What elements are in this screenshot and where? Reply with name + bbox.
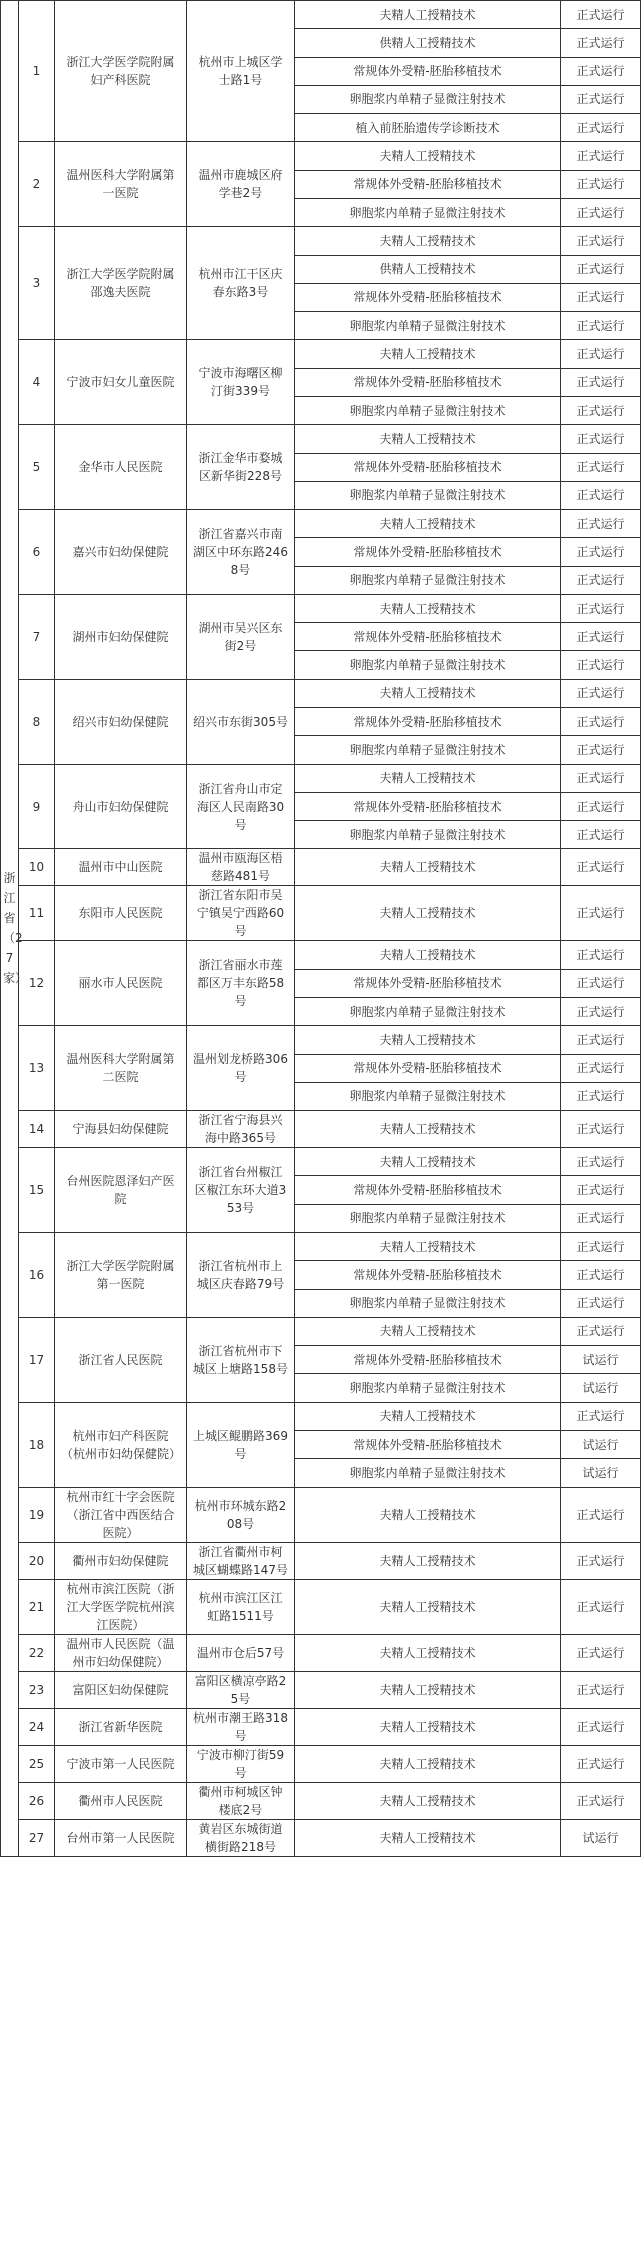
status-cell: 正式运行 [561, 736, 641, 764]
hospital-address: 浙江省舟山市定海区人民南路30号 [187, 764, 295, 849]
technology-cell: 常规体外受精-胚胎移植技术 [295, 170, 561, 198]
status-cell: 正式运行 [561, 85, 641, 113]
technology-cell: 夫精人工授精技术 [295, 510, 561, 538]
technology-cell: 夫精人工授精技术 [295, 1232, 561, 1260]
technology-cell: 夫精人工授精技术 [295, 1111, 561, 1148]
technology-cell: 卵胞浆内单精子显微注射技术 [295, 566, 561, 594]
hospital-address: 杭州市潮王路318号 [187, 1708, 295, 1745]
hospital-number: 18 [19, 1402, 55, 1487]
province-cell: 浙江省（27家） [1, 1, 19, 1857]
status-cell: 正式运行 [561, 255, 641, 283]
technology-cell: 常规体外受精-胚胎移植技术 [295, 708, 561, 736]
status-cell: 正式运行 [561, 227, 641, 255]
status-cell: 正式运行 [561, 1782, 641, 1819]
hospital-name: 绍兴市妇幼保健院 [55, 679, 187, 764]
hospital-number: 10 [19, 849, 55, 886]
status-cell: 正式运行 [561, 1204, 641, 1232]
hospital-name: 温州医科大学附属第一医院 [55, 142, 187, 227]
status-cell: 正式运行 [561, 969, 641, 997]
technology-cell: 常规体外受精-胚胎移植技术 [295, 1054, 561, 1082]
technology-cell: 常规体外受精-胚胎移植技术 [295, 792, 561, 820]
technology-cell: 夫精人工授精技术 [295, 1671, 561, 1708]
status-cell: 正式运行 [561, 1148, 641, 1176]
status-cell: 正式运行 [561, 283, 641, 311]
table-body [1, 1, 641, 1857]
table-row [1, 1111, 641, 1148]
hospital-name: 衢州市妇幼保健院 [55, 1542, 187, 1579]
table-row [1, 1782, 641, 1819]
technology-cell: 常规体外受精-胚胎移植技术 [295, 969, 561, 997]
hospital-name: 台州市第一人民医院 [55, 1819, 187, 1856]
technology-cell: 夫精人工授精技术 [295, 1026, 561, 1054]
status-cell: 正式运行 [561, 941, 641, 969]
status-cell: 试运行 [561, 1459, 641, 1487]
hospital-name: 浙江省人民医院 [55, 1317, 187, 1402]
hospital-address: 上城区鲲鹏路369号 [187, 1402, 295, 1487]
status-cell: 正式运行 [561, 849, 641, 886]
technology-cell: 夫精人工授精技术 [295, 941, 561, 969]
technology-cell: 常规体外受精-胚胎移植技术 [295, 368, 561, 396]
table-row [1, 1402, 641, 1430]
status-cell: 正式运行 [561, 886, 641, 941]
table-row [1, 510, 641, 538]
hospital-address: 浙江省杭州市上城区庆春路79号 [187, 1232, 295, 1317]
hospital-number: 16 [19, 1232, 55, 1317]
hospital-number: 7 [19, 594, 55, 679]
hospital-name: 台州医院恩泽妇产医院 [55, 1148, 187, 1233]
hospital-name: 浙江大学医学院附属邵逸夫医院 [55, 227, 187, 340]
hospital-address: 湖州市吴兴区东街2号 [187, 594, 295, 679]
technology-cell: 夫精人工授精技术 [295, 1579, 561, 1634]
status-cell: 正式运行 [561, 708, 641, 736]
technology-cell: 夫精人工授精技术 [295, 1148, 561, 1176]
hospital-number: 9 [19, 764, 55, 849]
technology-cell: 夫精人工授精技术 [295, 1, 561, 29]
technology-cell: 常规体外受精-胚胎移植技术 [295, 283, 561, 311]
technology-cell: 夫精人工授精技术 [295, 1819, 561, 1856]
status-cell: 正式运行 [561, 29, 641, 57]
technology-cell: 夫精人工授精技术 [295, 1402, 561, 1430]
technology-cell: 卵胞浆内单精子显微注射技术 [295, 396, 561, 424]
technology-cell: 卵胞浆内单精子显微注射技术 [295, 85, 561, 113]
status-cell: 正式运行 [561, 312, 641, 340]
table-row [1, 340, 641, 368]
technology-cell: 卵胞浆内单精子显微注射技术 [295, 1459, 561, 1487]
hospital-number: 3 [19, 227, 55, 340]
status-cell: 正式运行 [561, 1111, 641, 1148]
table-row [1, 764, 641, 792]
table-row [1, 227, 641, 255]
technology-cell: 卵胞浆内单精子显微注射技术 [295, 821, 561, 849]
technology-cell: 夫精人工授精技术 [295, 1487, 561, 1542]
status-cell: 正式运行 [561, 821, 641, 849]
hospital-number: 6 [19, 510, 55, 595]
status-cell: 试运行 [561, 1430, 641, 1458]
technology-cell: 夫精人工授精技术 [295, 1782, 561, 1819]
technology-cell: 夫精人工授精技术 [295, 679, 561, 707]
technology-cell: 卵胞浆内单精子显微注射技术 [295, 1374, 561, 1402]
hospital-address: 绍兴市东街305号 [187, 679, 295, 764]
hospital-number: 1 [19, 1, 55, 142]
status-cell: 正式运行 [561, 340, 641, 368]
hospital-number: 20 [19, 1542, 55, 1579]
hospital-name: 宁波市妇女儿童医院 [55, 340, 187, 425]
technology-cell: 常规体外受精-胚胎移植技术 [295, 623, 561, 651]
table-row [1, 1671, 641, 1708]
status-cell: 正式运行 [561, 1402, 641, 1430]
hospital-number: 14 [19, 1111, 55, 1148]
hospital-number: 26 [19, 1782, 55, 1819]
status-cell: 正式运行 [561, 142, 641, 170]
hospital-name: 嘉兴市妇幼保健院 [55, 510, 187, 595]
technology-cell: 卵胞浆内单精子显微注射技术 [295, 736, 561, 764]
status-cell: 正式运行 [561, 623, 641, 651]
technology-cell: 供精人工授精技术 [295, 255, 561, 283]
hospital-address: 温州市仓后57号 [187, 1634, 295, 1671]
status-cell: 正式运行 [561, 114, 641, 142]
table-row [1, 1487, 641, 1542]
hospital-name: 金华市人民医院 [55, 425, 187, 510]
hospital-number: 21 [19, 1579, 55, 1634]
hospital-number: 25 [19, 1745, 55, 1782]
hospital-name: 宁波市第一人民医院 [55, 1745, 187, 1782]
status-cell: 正式运行 [561, 453, 641, 481]
status-cell: 正式运行 [561, 594, 641, 622]
status-cell: 正式运行 [561, 1634, 641, 1671]
hospital-number: 13 [19, 1026, 55, 1111]
status-cell: 正式运行 [561, 1708, 641, 1745]
technology-cell: 夫精人工授精技术 [295, 594, 561, 622]
hospital-address: 温州市鹿城区府学巷2号 [187, 142, 295, 227]
table-row [1, 679, 641, 707]
technology-cell: 夫精人工授精技术 [295, 1745, 561, 1782]
hospital-name: 温州医科大学附属第二医院 [55, 1026, 187, 1111]
technology-cell: 夫精人工授精技术 [295, 1317, 561, 1345]
hospital-address: 浙江省台州椒江区椒江东环大道353号 [187, 1148, 295, 1233]
table-row [1, 849, 641, 886]
status-cell: 正式运行 [561, 1026, 641, 1054]
hospital-number: 8 [19, 679, 55, 764]
hospital-number: 4 [19, 340, 55, 425]
hospital-name: 温州市中山医院 [55, 849, 187, 886]
hospital-address: 浙江省宁海县兴海中路365号 [187, 1111, 295, 1148]
hospital-name: 湖州市妇幼保健院 [55, 594, 187, 679]
technology-cell: 卵胞浆内单精子显微注射技术 [295, 312, 561, 340]
hospital-address: 黄岩区东城街道横街路218号 [187, 1819, 295, 1856]
hospital-address: 杭州市江干区庆春东路3号 [187, 227, 295, 340]
status-cell: 正式运行 [561, 1579, 641, 1634]
technology-cell: 常规体外受精-胚胎移植技术 [295, 1176, 561, 1204]
table-row [1, 594, 641, 622]
hospital-name: 衢州市人民医院 [55, 1782, 187, 1819]
technology-cell: 常规体外受精-胚胎移植技术 [295, 453, 561, 481]
status-cell: 正式运行 [561, 1, 641, 29]
technology-cell: 卵胞浆内单精子显微注射技术 [295, 651, 561, 679]
status-cell: 正式运行 [561, 679, 641, 707]
table-row [1, 1634, 641, 1671]
hospital-address: 衢州市柯城区钟楼底2号 [187, 1782, 295, 1819]
table-row [1, 1148, 641, 1176]
hospital-name: 丽水市人民医院 [55, 941, 187, 1026]
hospital-number: 12 [19, 941, 55, 1026]
technology-cell: 卵胞浆内单精子显微注射技术 [295, 198, 561, 226]
technology-cell: 夫精人工授精技术 [295, 1542, 561, 1579]
table-row [1, 1745, 641, 1782]
status-cell: 正式运行 [561, 1289, 641, 1317]
hospital-number: 27 [19, 1819, 55, 1856]
hospital-address: 杭州市滨江区江虹路1511号 [187, 1579, 295, 1634]
hospital-number: 17 [19, 1317, 55, 1402]
hospital-name: 舟山市妇幼保健院 [55, 764, 187, 849]
table-row [1, 1708, 641, 1745]
hospital-name: 浙江省新华医院 [55, 1708, 187, 1745]
status-cell: 正式运行 [561, 1487, 641, 1542]
technology-cell: 供精人工授精技术 [295, 29, 561, 57]
table-row [1, 1026, 641, 1054]
technology-cell: 夫精人工授精技术 [295, 142, 561, 170]
table-row [1, 1, 641, 29]
status-cell: 试运行 [561, 1819, 641, 1856]
status-cell: 正式运行 [561, 510, 641, 538]
technology-cell: 卵胞浆内单精子显微注射技术 [295, 1289, 561, 1317]
technology-cell: 夫精人工授精技术 [295, 764, 561, 792]
hospital-name: 富阳区妇幼保健院 [55, 1671, 187, 1708]
status-cell: 正式运行 [561, 396, 641, 424]
table-row [1, 1579, 641, 1634]
technology-cell: 夫精人工授精技术 [295, 425, 561, 453]
hospital-address: 浙江金华市婺城区新华街228号 [187, 425, 295, 510]
hospital-name: 杭州市妇产科医院（杭州市妇幼保健院） [55, 1402, 187, 1487]
table-row [1, 1317, 641, 1345]
hospital-address: 温州划龙桥路306号 [187, 1026, 295, 1111]
hospital-number: 24 [19, 1708, 55, 1745]
hospital-address: 温州市瓯海区梧慈路481号 [187, 849, 295, 886]
status-cell: 正式运行 [561, 1232, 641, 1260]
hospital-address: 杭州市环城东路208号 [187, 1487, 295, 1542]
hospital-name: 东阳市人民医院 [55, 886, 187, 941]
hospital-name: 宁海县妇幼保健院 [55, 1111, 187, 1148]
technology-cell: 卵胞浆内单精子显微注射技术 [295, 1082, 561, 1110]
status-cell: 正式运行 [561, 998, 641, 1026]
status-cell: 正式运行 [561, 198, 641, 226]
hospital-name: 浙江大学医学院附属妇产科医院 [55, 1, 187, 142]
table-row [1, 1232, 641, 1260]
status-cell: 正式运行 [561, 1082, 641, 1110]
hospital-number: 22 [19, 1634, 55, 1671]
table-row [1, 142, 641, 170]
status-cell: 正式运行 [561, 170, 641, 198]
hospital-number: 2 [19, 142, 55, 227]
status-cell: 正式运行 [561, 368, 641, 396]
table-row [1, 425, 641, 453]
hospital-address: 宁波市海曙区柳汀街339号 [187, 340, 295, 425]
status-cell: 正式运行 [561, 1054, 641, 1082]
technology-cell: 卵胞浆内单精子显微注射技术 [295, 1204, 561, 1232]
status-cell: 正式运行 [561, 1745, 641, 1782]
hospital-address: 浙江省杭州市下城区上塘路158号 [187, 1317, 295, 1402]
technology-cell: 植入前胚胎遗传学诊断技术 [295, 114, 561, 142]
hospital-name: 温州市人民医院（温州市妇幼保健院） [55, 1634, 187, 1671]
technology-cell: 常规体外受精-胚胎移植技术 [295, 1261, 561, 1289]
table-row [1, 941, 641, 969]
technology-cell: 夫精人工授精技术 [295, 886, 561, 941]
hospital-number: 5 [19, 425, 55, 510]
technology-cell: 卵胞浆内单精子显微注射技术 [295, 998, 561, 1026]
technology-cell: 夫精人工授精技术 [295, 1634, 561, 1671]
hospital-address: 浙江省东阳市吴宁镇吴宁西路60号 [187, 886, 295, 941]
hospital-address: 杭州市上城区学士路1号 [187, 1, 295, 142]
table-row [1, 1542, 641, 1579]
hospital-number: 23 [19, 1671, 55, 1708]
hospital-number: 11 [19, 886, 55, 941]
status-cell: 试运行 [561, 1346, 641, 1374]
status-cell: 正式运行 [561, 481, 641, 509]
status-cell: 正式运行 [561, 1671, 641, 1708]
hospital-number: 15 [19, 1148, 55, 1233]
hospital-address: 浙江省丽水市莲都区万丰东路58号 [187, 941, 295, 1026]
table-row [1, 1819, 641, 1856]
technology-cell: 夫精人工授精技术 [295, 1708, 561, 1745]
table-row [1, 886, 641, 941]
hospital-name: 杭州市滨江医院（浙江大学医学院杭州滨江医院） [55, 1579, 187, 1634]
status-cell: 正式运行 [561, 57, 641, 85]
technology-cell: 夫精人工授精技术 [295, 340, 561, 368]
status-cell: 正式运行 [561, 1317, 641, 1345]
technology-cell: 卵胞浆内单精子显微注射技术 [295, 481, 561, 509]
hospital-name: 浙江大学医学院附属第一医院 [55, 1232, 187, 1317]
status-cell: 正式运行 [561, 1261, 641, 1289]
status-cell: 正式运行 [561, 566, 641, 594]
technology-cell: 常规体外受精-胚胎移植技术 [295, 538, 561, 566]
status-cell: 正式运行 [561, 792, 641, 820]
status-cell: 试运行 [561, 1374, 641, 1402]
status-cell: 正式运行 [561, 1542, 641, 1579]
technology-cell: 常规体外受精-胚胎移植技术 [295, 1430, 561, 1458]
hospital-number: 19 [19, 1487, 55, 1542]
hospital-address: 浙江省衢州市柯城区蝴蝶路147号 [187, 1542, 295, 1579]
hospital-name: 杭州市红十字会医院（浙江省中西医结合医院） [55, 1487, 187, 1542]
technology-cell: 常规体外受精-胚胎移植技术 [295, 57, 561, 85]
technology-cell: 常规体外受精-胚胎移植技术 [295, 1346, 561, 1374]
hospital-address: 浙江省嘉兴市南湖区中环东路2468号 [187, 510, 295, 595]
status-cell: 正式运行 [561, 764, 641, 792]
status-cell: 正式运行 [561, 651, 641, 679]
hospital-address: 宁波市柳汀街59号 [187, 1745, 295, 1782]
status-cell: 正式运行 [561, 538, 641, 566]
hospital-address: 富阳区横凉亭路25号 [187, 1671, 295, 1708]
status-cell: 正式运行 [561, 1176, 641, 1204]
status-cell: 正式运行 [561, 425, 641, 453]
technology-cell: 夫精人工授精技术 [295, 227, 561, 255]
technology-cell: 夫精人工授精技术 [295, 849, 561, 886]
